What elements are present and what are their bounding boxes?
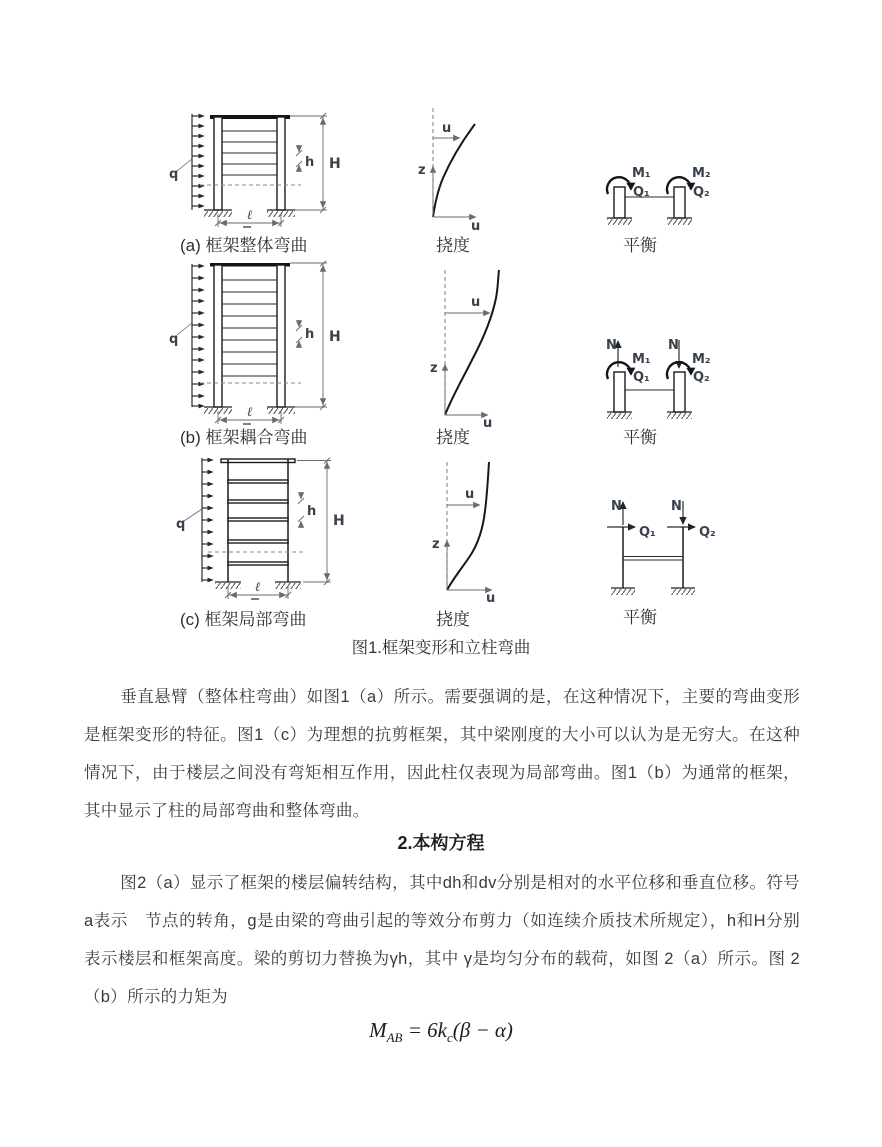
dim-l-label: ℓ xyxy=(255,579,261,594)
load-q-label: q xyxy=(169,332,179,347)
shear-Q1-label: Q₁ xyxy=(633,370,650,385)
frame-diagram-b xyxy=(163,261,345,428)
equilibrium-label-c: 平衡 xyxy=(623,608,657,627)
z-axis-label: z xyxy=(430,361,438,376)
u-axis-label: u xyxy=(483,416,493,431)
axial-N-left-label: N xyxy=(606,338,617,353)
z-axis xyxy=(432,537,447,590)
u-axis xyxy=(433,217,480,234)
formula-k-subscript: c xyxy=(446,1030,453,1046)
dim-H-label: H xyxy=(329,329,341,345)
deflection-plot-b xyxy=(413,266,513,431)
dimension-h xyxy=(298,492,316,528)
deflection-curve xyxy=(447,462,489,590)
shear-Q1-label: Q₁ xyxy=(633,185,650,200)
shear-Q2-label: Q₂ xyxy=(699,525,716,540)
moment-M1-label: M₁ xyxy=(632,166,651,181)
equilibrium-diagram-a xyxy=(598,148,780,232)
dim-l-label: ℓ xyxy=(247,404,253,419)
z-axis-label: z xyxy=(432,537,440,552)
dimension-h xyxy=(296,145,314,172)
shear-Q2-label: Q₂ xyxy=(693,370,710,385)
axial-N-right-label: N xyxy=(671,499,682,514)
load-q-label: q xyxy=(176,517,186,532)
dimension-H xyxy=(290,113,341,213)
load-q-label: q xyxy=(169,167,179,182)
moment-M2-label: M₂ xyxy=(692,166,711,181)
dim-h-label: h xyxy=(305,155,315,170)
equilibrium-label-a: 平衡 xyxy=(623,236,657,255)
shear-Q2-label: Q₂ xyxy=(693,185,710,200)
deflection-plot-a xyxy=(413,106,513,238)
deflection-label-b: 挠度 xyxy=(436,428,470,447)
u-pointer xyxy=(445,295,490,313)
u-pointer-label: u xyxy=(471,295,481,310)
frame-structure xyxy=(200,263,301,414)
frame-label-c: (c) 框架局部弯曲 xyxy=(180,610,307,629)
frame-structure xyxy=(200,115,301,217)
dim-H-label: H xyxy=(333,513,345,529)
u-axis-label: u xyxy=(486,591,496,606)
formula-lhs-subscript: AB xyxy=(386,1030,403,1046)
deflection-plot-c xyxy=(413,456,513,606)
z-axis xyxy=(418,163,433,217)
deflection-label-c: 挠度 xyxy=(436,610,470,629)
u-pointer xyxy=(433,121,460,138)
equilibrium-diagram-b xyxy=(598,333,780,425)
moment-M2-label: M₂ xyxy=(692,352,711,367)
dimension-H xyxy=(290,261,341,410)
axial-N-right-label: N xyxy=(668,338,679,353)
section-heading: 2.本构方程 xyxy=(397,833,485,853)
distributed-load xyxy=(169,264,203,407)
frame-diagram-c xyxy=(163,453,348,603)
equation-moment xyxy=(0,1018,882,1046)
equilibrium-diagram-c xyxy=(598,495,784,597)
frame-label-b: (b) 框架耦合弯曲 xyxy=(180,428,308,447)
shear-Q1-label: Q₁ xyxy=(639,525,656,540)
dim-h-label: h xyxy=(307,504,317,519)
dimension-h xyxy=(296,320,314,348)
formula-lhs: M xyxy=(369,1018,387,1042)
axial-N-left-label: N xyxy=(611,499,622,514)
frame-label-a: (a) 框架整体弯曲 xyxy=(180,236,308,255)
paragraph-2: 图2（a）显示了框架的楼层偏转结构，其中dh和dv分别是相对的水平位移和垂直位移。符号a表示 节点的转角，g是由梁的弯曲引起的等效分布剪力（如连续介质技术所规定），h和H分别表示楼层和框架高度。梁的剪切力替换为γh，其中 γ是均匀分布的载荷，如图 2（a）所示。图 2（b）所示的力矩为 xyxy=(84,874,800,1006)
u-pointer-label: u xyxy=(465,487,475,502)
z-axis-label: z xyxy=(418,163,426,178)
u-pointer xyxy=(447,487,480,505)
paragraph-1: 垂直悬臂（整体柱弯曲）如图1（a）所示。需要强调的是，在这种情况下，主要的弯曲变形是框架变形的特征。图1（c）为理想的抗剪框架，其中梁刚度的大小可以认为是无穷大。在这种情况下，由于楼层之间没有弯矩相互作用，因此柱仅表现为局部弯曲。图1（b）为通常的框架，其中显示了柱的局部弯曲和整体弯曲。 xyxy=(84,688,800,820)
frame-diagram-a xyxy=(163,106,345,236)
deflection-curve xyxy=(445,270,499,415)
axial-forces xyxy=(611,499,683,525)
dim-h-label: h xyxy=(305,327,315,342)
dim-H-label: H xyxy=(329,156,341,172)
formula-mid: = 6k xyxy=(402,1018,447,1042)
distributed-load xyxy=(176,458,212,582)
u-pointer-label: u xyxy=(442,121,452,136)
z-axis xyxy=(430,361,445,415)
equilibrium-label-b: 平衡 xyxy=(623,428,657,447)
distributed-load xyxy=(169,114,203,210)
dim-l-label: ℓ xyxy=(247,207,253,222)
figure-caption: 图1.框架变形和立柱弯曲 xyxy=(351,639,531,657)
deflection-label-a: 挠度 xyxy=(436,236,470,255)
formula-tail: (β − α) xyxy=(452,1018,513,1042)
moment-M1-label: M₁ xyxy=(632,352,651,367)
u-axis-label: u xyxy=(471,219,481,234)
frame-structure xyxy=(208,459,303,589)
u-axis xyxy=(447,590,495,606)
dimension-H xyxy=(297,458,345,586)
